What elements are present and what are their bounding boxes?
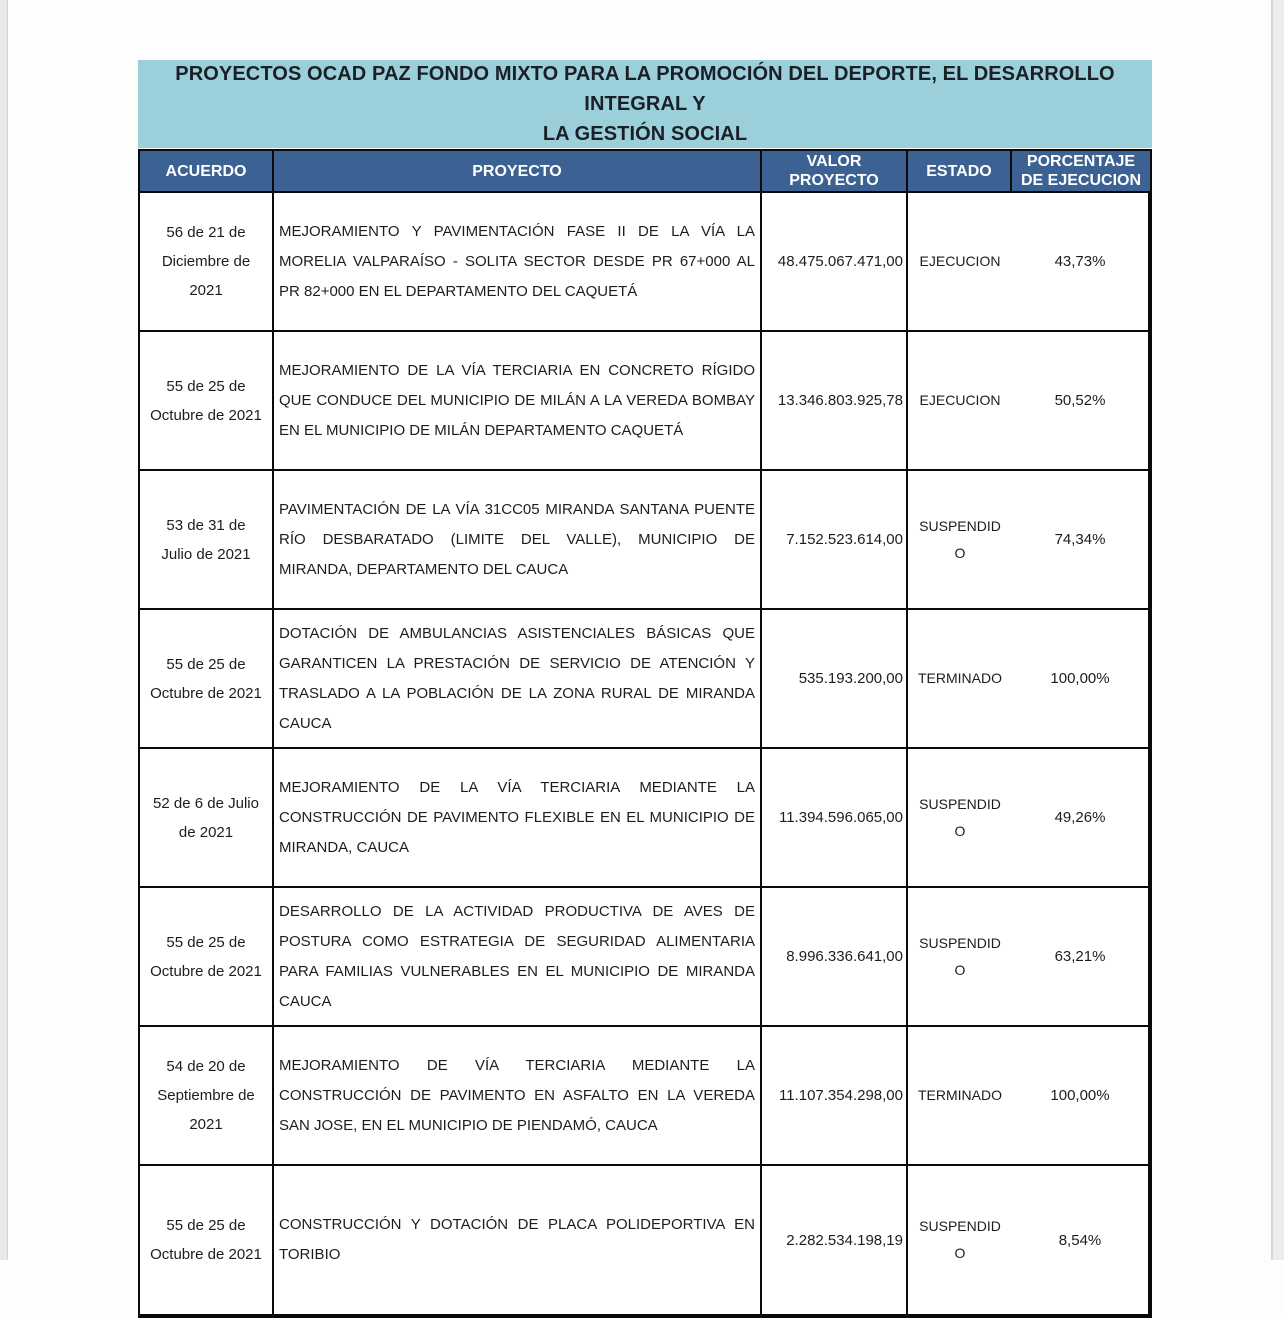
cell-proyecto-text: MEJORAMIENTO DE LA VÍA TERCIARIA EN CONCRETO RÍGIDO QUE CONDUCE DEL MUNICIPIO DE MILÁN A LA VEREDA BOMBAY EN EL MUNICIPIO DE MILÁN DEPARTAMENTO CAQUETÁ — [279, 361, 755, 439]
cell-estado — [908, 332, 1012, 471]
cell-estado-text: SUSPENDIDO — [919, 934, 1001, 978]
cell-estado — [908, 1027, 1012, 1166]
document-title-line-2: LA GESTIÓN SOCIAL — [542, 123, 748, 145]
cell-valor-proyecto: 13.346.803.925,78 — [762, 332, 908, 471]
cell-estado — [908, 471, 1012, 610]
document-title — [138, 59, 1152, 149]
cell-valor-proyecto: 2.282.534.198,19 — [762, 1166, 908, 1316]
cell-acuerdo: 55 de 25 de Octubre de 2021 — [140, 888, 274, 1027]
cell-acuerdo: 55 de 25 de Octubre de 2021 — [140, 1166, 274, 1316]
cell-estado-text: TERMINADO — [918, 670, 1002, 686]
cell-porcentaje-ejecucion: 49,26% — [1012, 749, 1150, 888]
document-title-line-1: PROYECTOS OCAD PAZ FONDO MIXTO PARA LA PROMOCIÓN DEL DEPORTE, EL DESARROLLO INTEGRAL Y — [175, 63, 1115, 115]
cell-porcentaje-ejecucion: 43,73% — [1012, 193, 1150, 332]
page-left-edge — [0, 0, 8, 1260]
cell-proyecto-text: CONSTRUCCIÓN Y DOTACIÓN DE PLACA POLIDEPORTIVA EN TORIBIO — [279, 1216, 755, 1263]
cell-proyecto-text: MEJORAMIENTO DE LA VÍA TERCIARIA MEDIANTE LA CONSTRUCCIÓN DE PAVIMENTO FLEXIBLE EN EL MUNICIPIO DE MIRANDA, CAUCA — [279, 778, 755, 856]
cell-estado — [908, 1166, 1012, 1316]
cell-porcentaje-ejecucion: 63,21% — [1012, 888, 1150, 1027]
cell-valor-proyecto: 535.193.200,00 — [762, 610, 908, 749]
cell-proyecto — [274, 1027, 762, 1166]
cell-porcentaje-ejecucion: 8,54% — [1012, 1166, 1150, 1316]
cell-proyecto — [274, 332, 762, 471]
cell-proyecto-text: MEJORAMIENTO Y PAVIMENTACIÓN FASE II DE LA VÍA LA MORELIA VALPARAÍSO - SOLITA SECTOR DESDE PR 67+000 AL PR 82+000 EN EL DEPARTAMENTO DEL CAQUETÁ — [279, 222, 755, 300]
cell-porcentaje-ejecucion: 100,00% — [1012, 1027, 1150, 1166]
document-title-banner — [138, 60, 1152, 148]
cell-proyecto-text: MEJORAMIENTO DE VÍA TERCIARIA MEDIANTE LA CONSTRUCCIÓN DE PAVIMENTO EN ASFALTO EN LA VEREDA SAN JOSE, EN EL MUNICIPIO DE PIENDAMÓ, CAUCA — [279, 1056, 755, 1134]
cell-porcentaje-ejecucion: 74,34% — [1012, 471, 1150, 610]
cell-proyecto-text: DESARROLLO DE LA ACTIVIDAD PRODUCTIVA DE AVES DE POSTURA COMO ESTRATEGIA DE SEGURIDAD ALIMENTARIA PARA FAMILIAS VULNERABLES EN EL MUNICIPIO DE MIRANDA CAUCA — [279, 902, 755, 1010]
cell-estado — [908, 888, 1012, 1027]
column-header-estado: ESTADO — [908, 151, 1012, 193]
cell-acuerdo: 55 de 25 de Octubre de 2021 — [140, 332, 274, 471]
cell-estado-text: EJECUCION — [919, 253, 1001, 269]
column-header-porcentaje-ejecucion: PORCENTAJE DE EJECUCION — [1012, 151, 1150, 193]
cell-estado-text: SUSPENDIDO — [919, 1218, 1001, 1261]
cell-acuerdo: 55 de 25 de Octubre de 2021 — [140, 610, 274, 749]
cell-estado — [908, 749, 1012, 888]
cell-estado-text: SUSPENDIDO — [919, 795, 1001, 839]
cell-valor-proyecto: 11.394.596.065,00 — [762, 749, 908, 888]
column-header-proyecto: PROYECTO — [274, 151, 762, 193]
cell-valor-proyecto: 11.107.354.298,00 — [762, 1027, 908, 1166]
cell-porcentaje-ejecucion: 50,52% — [1012, 332, 1150, 471]
cell-proyecto — [274, 471, 762, 610]
cell-estado — [908, 193, 1012, 332]
cell-estado — [908, 610, 1012, 749]
cell-proyecto — [274, 1166, 762, 1316]
cell-proyecto — [274, 749, 762, 888]
cell-valor-proyecto: 48.475.067.471,00 — [762, 193, 908, 332]
cell-proyecto-text: DOTACIÓN DE AMBULANCIAS ASISTENCIALES BÁSICAS QUE GARANTICEN LA PRESTACIÓN DE SERVICIO DE ATENCIÓN Y TRASLADO A LA POBLACIÓN DE LA ZONA RURAL DE MIRANDA CAUCA — [279, 624, 755, 732]
cell-acuerdo: 52 de 6 de Julio de 2021 — [140, 749, 274, 888]
cell-acuerdo: 54 de 20 de Septiembre de 2021 — [140, 1027, 274, 1166]
page-right-edge-band — [1273, 0, 1284, 1260]
cell-estado-text: TERMINADO — [918, 1087, 1002, 1103]
cell-proyecto-text: PAVIMENTACIÓN DE LA VÍA 31CC05 MIRANDA SANTANA PUENTE RÍO DESBARATADO (LIMITE DEL VALLE), MUNICIPIO DE MIRANDA, DEPARTAMENTO DEL CAUCA — [279, 500, 755, 578]
cell-proyecto — [274, 193, 762, 332]
cell-acuerdo: 53 de 31 de Julio de 2021 — [140, 471, 274, 610]
cell-proyecto — [274, 610, 762, 749]
column-header-acuerdo: ACUERDO — [140, 151, 274, 193]
cell-acuerdo: 56 de 21 de Diciembre de 2021 — [140, 193, 274, 332]
cell-proyecto — [274, 888, 762, 1027]
cell-porcentaje-ejecucion: 100,00% — [1012, 610, 1150, 749]
column-header-valor-proyecto: VALOR PROYECTO — [762, 151, 908, 193]
cell-estado-text: EJECUCION — [919, 392, 1001, 408]
cell-valor-proyecto: 8.996.336.641,00 — [762, 888, 908, 1027]
projects-table — [138, 149, 1152, 1318]
cell-valor-proyecto: 7.152.523.614,00 — [762, 471, 908, 610]
cell-estado-text: SUSPENDIDO — [919, 517, 1001, 561]
